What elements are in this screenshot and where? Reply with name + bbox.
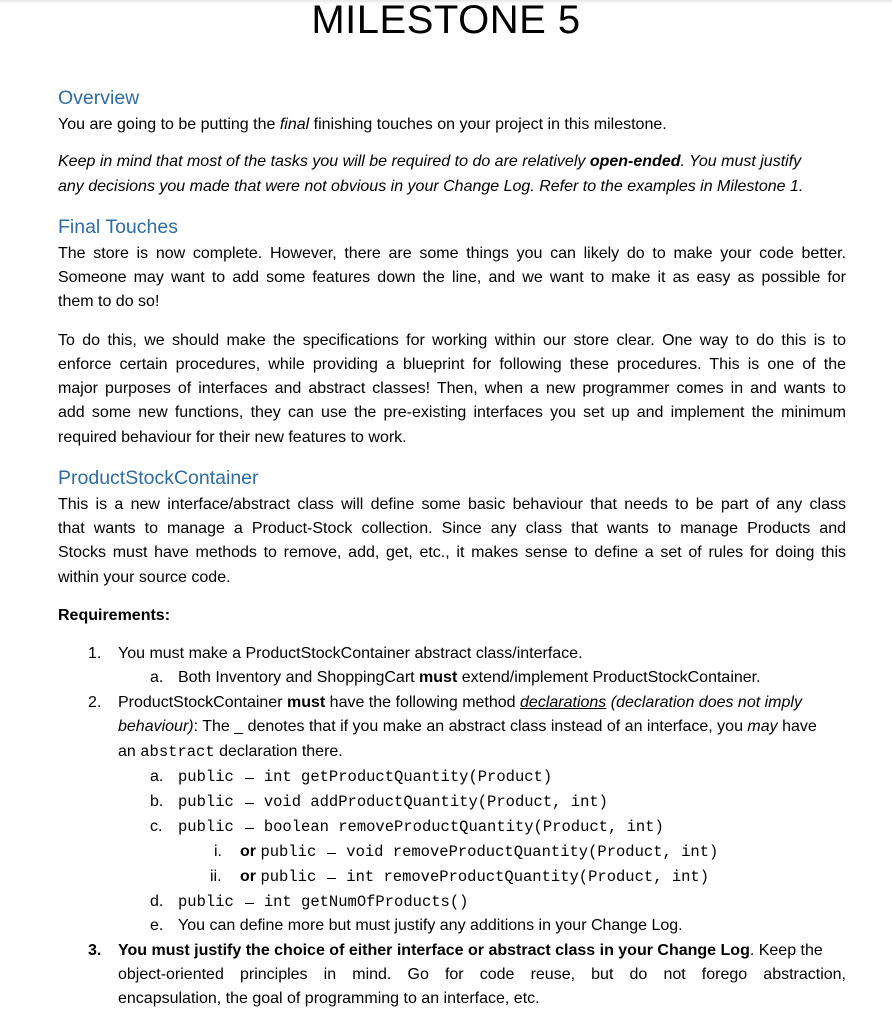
overview-paragraph-2-line-1: Keep in mind that most of the tasks you will be required to do are relatively open-ended. You must justify	[58, 153, 802, 170]
list-number: 3.	[88, 942, 102, 959]
requirement-2e-text: You can define more but must justify any additions in your Change Log.	[178, 917, 683, 934]
requirement-2-line-2: behaviour): The _ denotes that if you make an abstract class instead of an interface, you may have	[118, 718, 817, 735]
overview-heading: Overview	[58, 87, 140, 109]
overview-paragraph-1: You are going to be putting the final finishing touches on your project in this milestone.	[58, 116, 667, 133]
requirement-2-line-3: an abstract declaration there.	[118, 743, 343, 761]
psc-heading: ProductStockContainer	[58, 467, 259, 489]
method-declaration: public boolean removeProductQuantity(Product, int)	[178, 818, 664, 836]
list-number: 1.	[88, 645, 102, 662]
final-touches-p2-line: required behaviour for their new features to work.	[58, 429, 407, 446]
final-touches-p1-line: The store is now complete. However, there are some things you can likely do to make your code better.	[58, 245, 846, 262]
requirement-1a-text: Both Inventory and ShoppingCart must extend/implement ProductStockContainer.	[178, 669, 761, 686]
list-marker: c.	[150, 818, 163, 835]
requirement-3-line-2: object-oriented principles in mind. Go for code reuse, but do not forego abstraction,	[118, 966, 846, 983]
method-declaration: public int getNumOfProducts()	[178, 893, 469, 911]
final-touches-p2-line: enforce certain procedures, while providing a blueprint for following these procedures. This is one of the	[58, 356, 846, 373]
final-touches-p1-line: them to do so!	[58, 293, 160, 310]
requirement-3-line-1: You must justify the choice of either interface or abstract class in your Change Log. Keep the	[118, 942, 823, 959]
psc-paragraph-line: within your source code.	[58, 569, 231, 586]
method-declaration: public void addProductQuantity(Product, int)	[178, 793, 608, 811]
requirement-3-line-3: encapsulation, the goal of programming to an interface, etc.	[118, 990, 540, 1007]
psc-paragraph-line: that wants to manage a Product-Stock collection. Since any class that wants to manage Products and	[58, 520, 846, 537]
list-number: 2.	[88, 694, 102, 711]
page-title: MILESTONE 5	[311, 0, 581, 42]
final-touches-p2-line: major purposes of interfaces and abstract classes! Then, when a new programmer comes in and wants to	[58, 380, 846, 397]
list-marker: a.	[150, 669, 164, 686]
declarations-link[interactable]: declarations	[520, 694, 607, 711]
list-marker: d.	[150, 893, 164, 910]
list-marker: ii.	[210, 868, 222, 885]
list-marker: b.	[150, 793, 164, 810]
final-touches-heading: Final Touches	[58, 216, 178, 238]
requirements-heading: Requirements:	[58, 607, 171, 624]
method-alternative: or public void removeProductQuantity(Product, int)	[240, 843, 719, 861]
list-marker: e.	[150, 917, 164, 934]
requirement-1-text: You must make a ProductStockContainer abstract class/interface.	[118, 645, 583, 662]
list-marker: a.	[150, 768, 164, 785]
overview-paragraph-2-line-2: any decisions you made that were not obvious in your Change Log. Refer to the examples in Milestone 1.	[58, 178, 804, 195]
final-touches-p2-line: To do this, we should make the specifications for working within our store clear. One way to do this is to	[58, 332, 846, 349]
method-declaration: public int getProductQuantity(Product)	[178, 768, 553, 786]
requirement-2-line-1: ProductStockContainer must have the following method declarations (declaration does not imply	[118, 694, 802, 711]
final-touches-p2-line: add some new functions, they can use the pre-existing interfaces you set up and implement the minimum	[58, 404, 846, 421]
psc-paragraph-line: This is a new interface/abstract class will define some basic behaviour that needs to be part of any class	[58, 496, 846, 513]
list-marker: i.	[214, 843, 222, 860]
psc-paragraph-line: Stocks must have methods to remove, add, get, etc., it makes sense to define a set of rules for doing this	[58, 544, 846, 561]
final-touches-p1-line: Someone may want to add some features down the line, and we want to make it as easy as possible for	[58, 269, 846, 286]
method-alternative: or public int removeProductQuantity(Product, int)	[240, 868, 710, 886]
